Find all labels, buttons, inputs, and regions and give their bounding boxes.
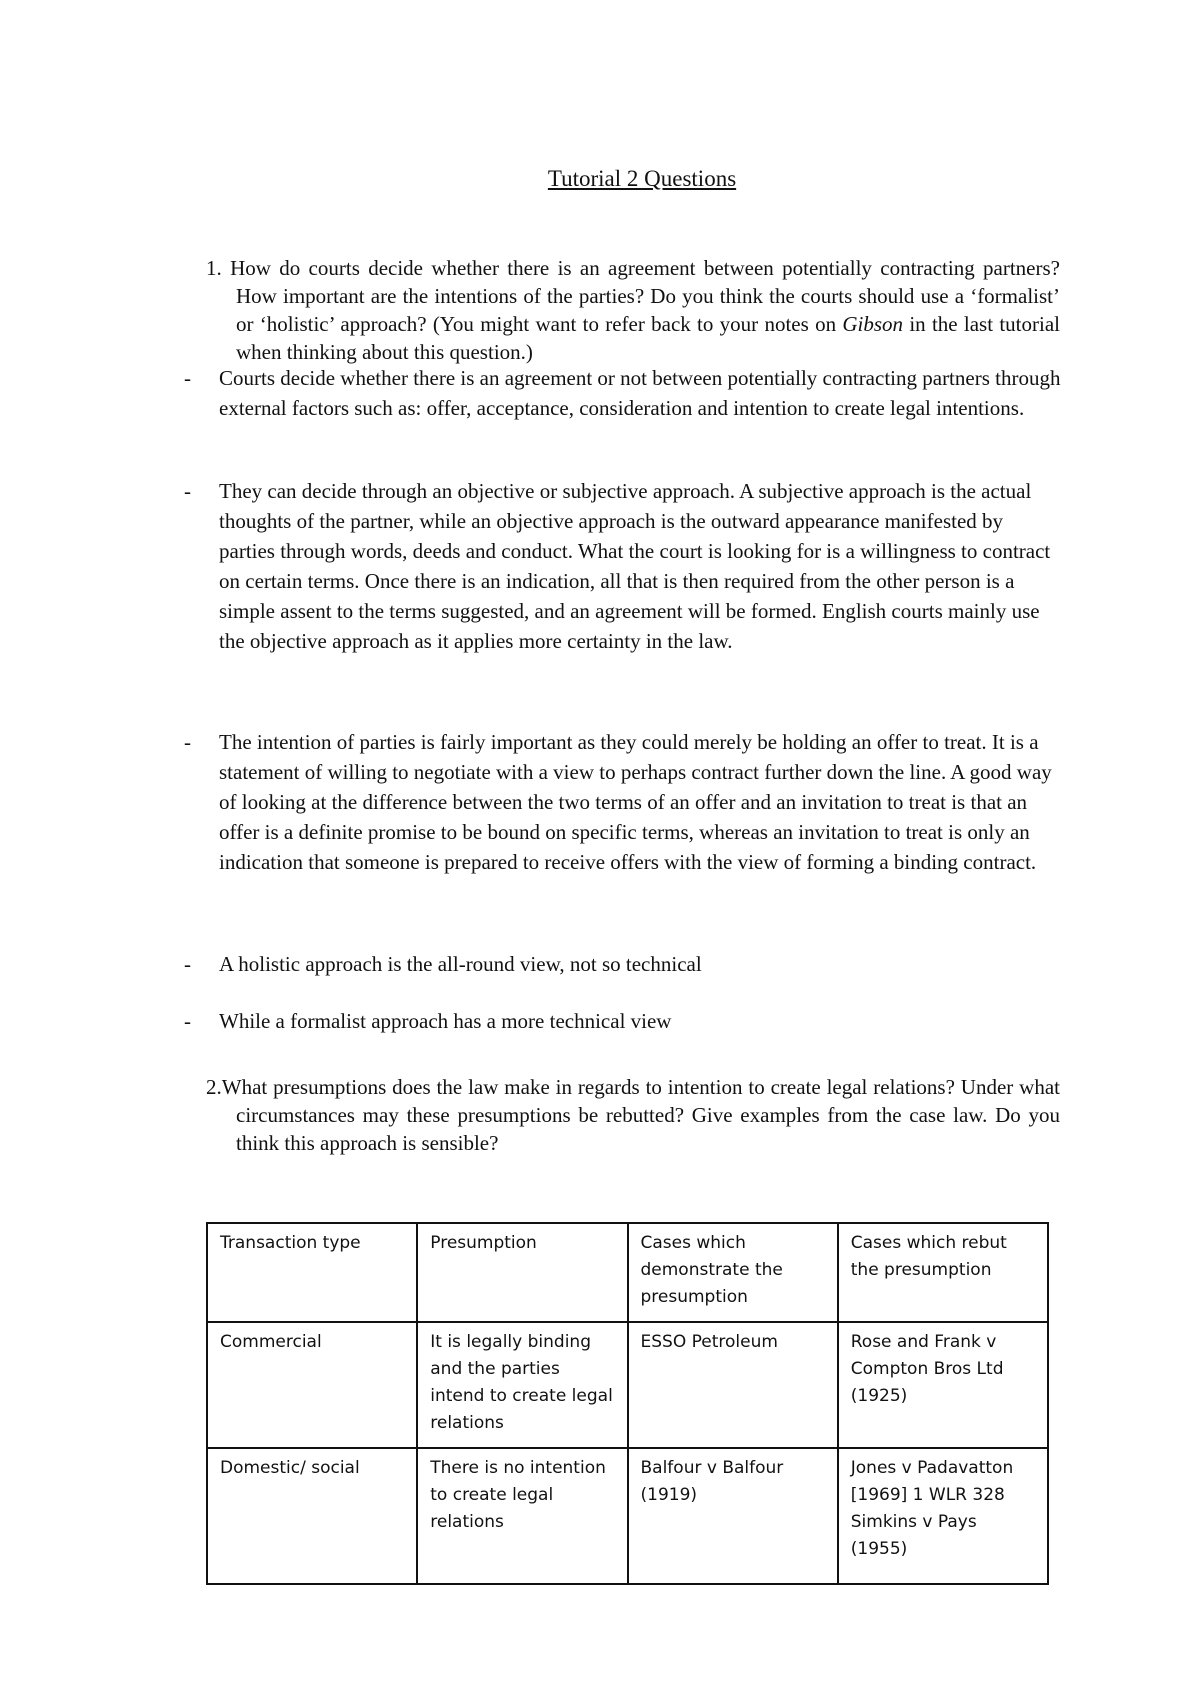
answer-bullet-4 xyxy=(184,949,1064,979)
bullet-dash: - xyxy=(184,366,191,390)
table-row xyxy=(207,1322,1048,1448)
cell-transaction-type: Domestic/ social xyxy=(207,1448,417,1584)
header-demonstrating-cases: Cases which demonstrate the presumption xyxy=(628,1223,838,1322)
rebutting-case-2: Simkins v Pays (1955) xyxy=(850,1512,977,1559)
answer-5-text: While a formalist approach has a more technical view xyxy=(219,1009,672,1033)
bullet-dash: - xyxy=(184,952,191,976)
question-2-number: 2. xyxy=(206,1075,222,1099)
bullet-dash: - xyxy=(184,730,191,754)
question-1 xyxy=(184,254,1060,366)
cell-demonstrating-case: Balfour v Balfour (1919) xyxy=(628,1448,838,1584)
answer-bullet-1 xyxy=(184,363,1064,423)
answer-bullet-5 xyxy=(184,1006,1064,1036)
answer-bullet-3 xyxy=(184,727,1064,877)
cell-demonstrating-case: ESSO Petroleum xyxy=(628,1322,838,1448)
question-2-body: What presumptions does the law make in regards to intention to create legal relations? Under what circumstances may these presumptions be rebutted? Give examples from the case law. Do you think this approach is sensible? xyxy=(221,1075,1060,1155)
answer-4-text: A holistic approach is the all-round view, not so technical xyxy=(219,952,702,976)
answer-bullet-2 xyxy=(184,476,1064,656)
table-row xyxy=(207,1448,1048,1584)
question-2 xyxy=(184,1073,1060,1157)
answer-1-text: Courts decide whether there is an agreement or not between potentially contracting partners through external factors such as: offer, acceptance, consideration and intention to create legal intentions. xyxy=(219,366,1061,420)
question-2-text xyxy=(184,1073,1060,1157)
cell-rebutting-case: Rose and Frank v Compton Bros Ltd (1925) xyxy=(838,1322,1048,1448)
header-rebutting-cases: Cases which rebut the presumption xyxy=(838,1223,1048,1322)
question-1-number: 1. xyxy=(206,256,222,280)
question-1-text-before: How do courts decide whether there is an agreement between potentially contracting partners? How important are the intentions of the parties? Do you think the courts should use a ‘formalist’ or ‘holistic’ approach? (You might want to refer back to your notes on xyxy=(230,256,1060,336)
case-name-gibson: Gibson xyxy=(842,312,904,336)
bullet-dash: - xyxy=(184,479,191,503)
header-presumption: Presumption xyxy=(417,1223,627,1322)
question-1-text-after: in the last tutorial when thinking about this question.) xyxy=(236,312,1060,364)
table-header-row xyxy=(207,1223,1048,1322)
cell-presumption: There is no intention to create legal relations xyxy=(417,1448,627,1584)
cell-transaction-type: Commercial xyxy=(207,1322,417,1448)
answer-3-text: The intention of parties is fairly important as they could merely be holding an offer to treat. It is a statement of willing to negotiate with a view to perhaps contract further down the line. A good way of looking at the difference between the two terms of an offer and an invitation to treat is that an offer is a definite promise to be bound on specific terms, whereas an invitation to treat is only an indication that someone is prepared to receive offers with the view of forming a binding contract. xyxy=(219,730,1052,874)
header-transaction-type: Transaction type xyxy=(207,1223,417,1322)
answer-2-text: They can decide through an objective or subjective approach. A subjective approach is the actual thoughts of the partner, while an objective approach is the outward appearance manifested by parties through words, deeds and conduct. What the court is looking for is a willingness to contract on certain terms. Once there is an indication, all that is then required from the other person is a simple assent to the terms suggested, and an agreement will be formed. English courts mainly use the objective approach as it applies more certainty in the law. xyxy=(219,479,1051,653)
rebutting-case-1: Jones v Padavatton [1969] 1 WLR 328 xyxy=(850,1458,1014,1505)
bullet-dash: - xyxy=(184,1009,191,1033)
page-title: Tutorial 2 Questions xyxy=(547,166,737,191)
presumptions-table xyxy=(206,1222,1049,1585)
question-1-text xyxy=(184,254,1060,366)
cell-rebutting-cases xyxy=(838,1448,1048,1584)
cell-presumption: It is legally binding and the parties intend to create legal relations xyxy=(417,1322,627,1448)
